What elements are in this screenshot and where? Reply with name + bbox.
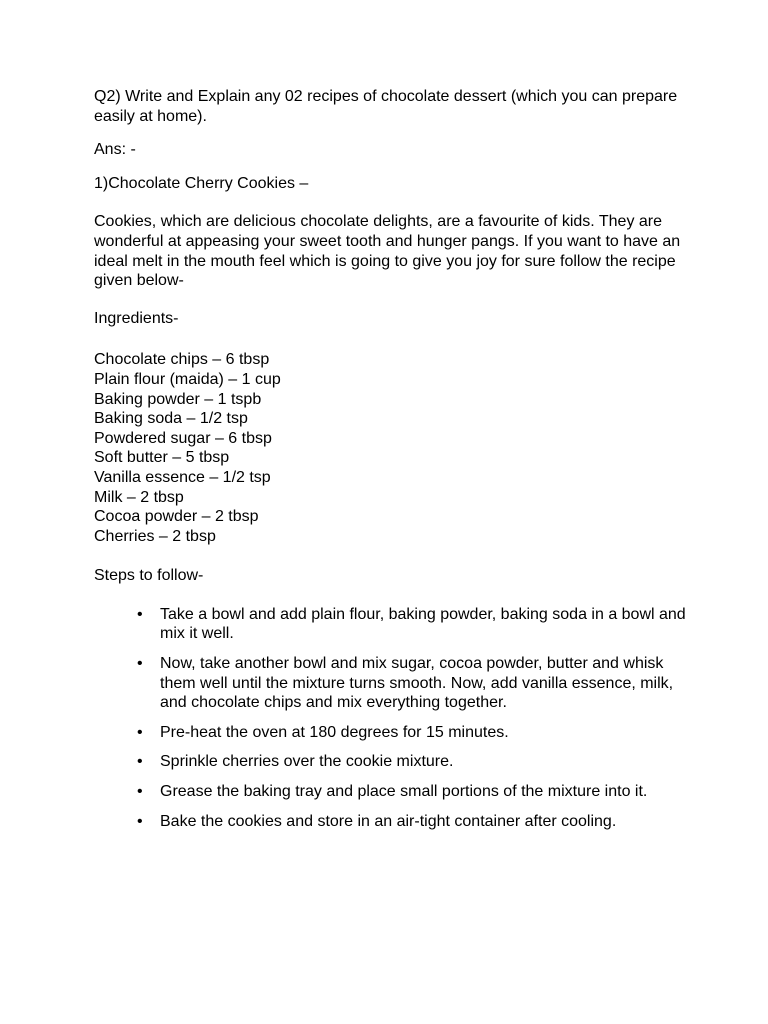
step-item bbox=[137, 752, 694, 772]
ingredient-item: Plain flour (maida) – 1 cup bbox=[94, 370, 281, 388]
bullet-icon: • bbox=[137, 783, 143, 801]
ingredient-item: Cherries – 2 tbsp bbox=[94, 527, 216, 545]
step-item bbox=[137, 605, 694, 644]
ingredient-item: Vanilla essence – 1/2 tsp bbox=[94, 468, 271, 486]
bullet-icon: • bbox=[137, 812, 143, 830]
recipe-intro: Cookies, which are delicious chocolate delights, are a favourite of kids. They are wonderful at appeasing your sweet tooth and hunger pangs. If you want to have an ideal melt in the mouth feel which is going to give you joy for sure follow the recipe given below- bbox=[94, 213, 681, 290]
document-page bbox=[94, 87, 694, 841]
ingredient-item: Chocolate chips – 6 tbsp bbox=[94, 351, 270, 369]
step-item bbox=[137, 654, 694, 713]
bullet-icon: • bbox=[137, 753, 143, 771]
step-text: Take a bowl and add plain flour, baking powder, baking soda in a bowl and mix it well. bbox=[160, 605, 686, 643]
ingredient-item: Baking soda – 1/2 tsp bbox=[94, 410, 248, 428]
answer-label: Ans: - bbox=[94, 141, 136, 159]
bullet-icon: • bbox=[137, 723, 143, 741]
ingredients-list bbox=[94, 350, 694, 546]
ingredient-item: Baking powder – 1 tspb bbox=[94, 390, 262, 408]
step-item bbox=[137, 782, 694, 802]
recipe-title: 1)Chocolate Cherry Cookies – bbox=[94, 174, 309, 192]
question-text: Q2) Write and Explain any 02 recipes of chocolate dessert (which you can prepare easily at home). bbox=[94, 88, 678, 125]
bullet-icon: • bbox=[137, 655, 143, 673]
bullet-icon: • bbox=[137, 605, 143, 623]
steps-heading: Steps to follow- bbox=[94, 567, 204, 585]
steps-list bbox=[94, 605, 694, 831]
step-text: Grease the baking tray and place small portions of the mixture into it. bbox=[160, 783, 648, 801]
step-text: Now, take another bowl and mix sugar, cocoa powder, butter and whisk them well until the mixture turns smooth. Now, add vanilla essence, milk, and chocolate chips and mix everything together. bbox=[160, 655, 674, 712]
ingredient-item: Powdered sugar – 6 tbsp bbox=[94, 429, 272, 447]
step-item bbox=[137, 812, 694, 832]
step-text: Bake the cookies and store in an air-tight container after cooling. bbox=[160, 812, 617, 830]
step-text: Sprinkle cherries over the cookie mixture. bbox=[160, 753, 454, 771]
ingredient-item: Cocoa powder – 2 tbsp bbox=[94, 508, 259, 526]
step-item bbox=[137, 723, 694, 743]
ingredient-item: Milk – 2 tbsp bbox=[94, 488, 184, 506]
ingredients-heading: Ingredients- bbox=[94, 309, 179, 327]
ingredient-item: Soft butter – 5 tbsp bbox=[94, 449, 230, 467]
step-text: Pre-heat the oven at 180 degrees for 15 minutes. bbox=[160, 723, 509, 741]
